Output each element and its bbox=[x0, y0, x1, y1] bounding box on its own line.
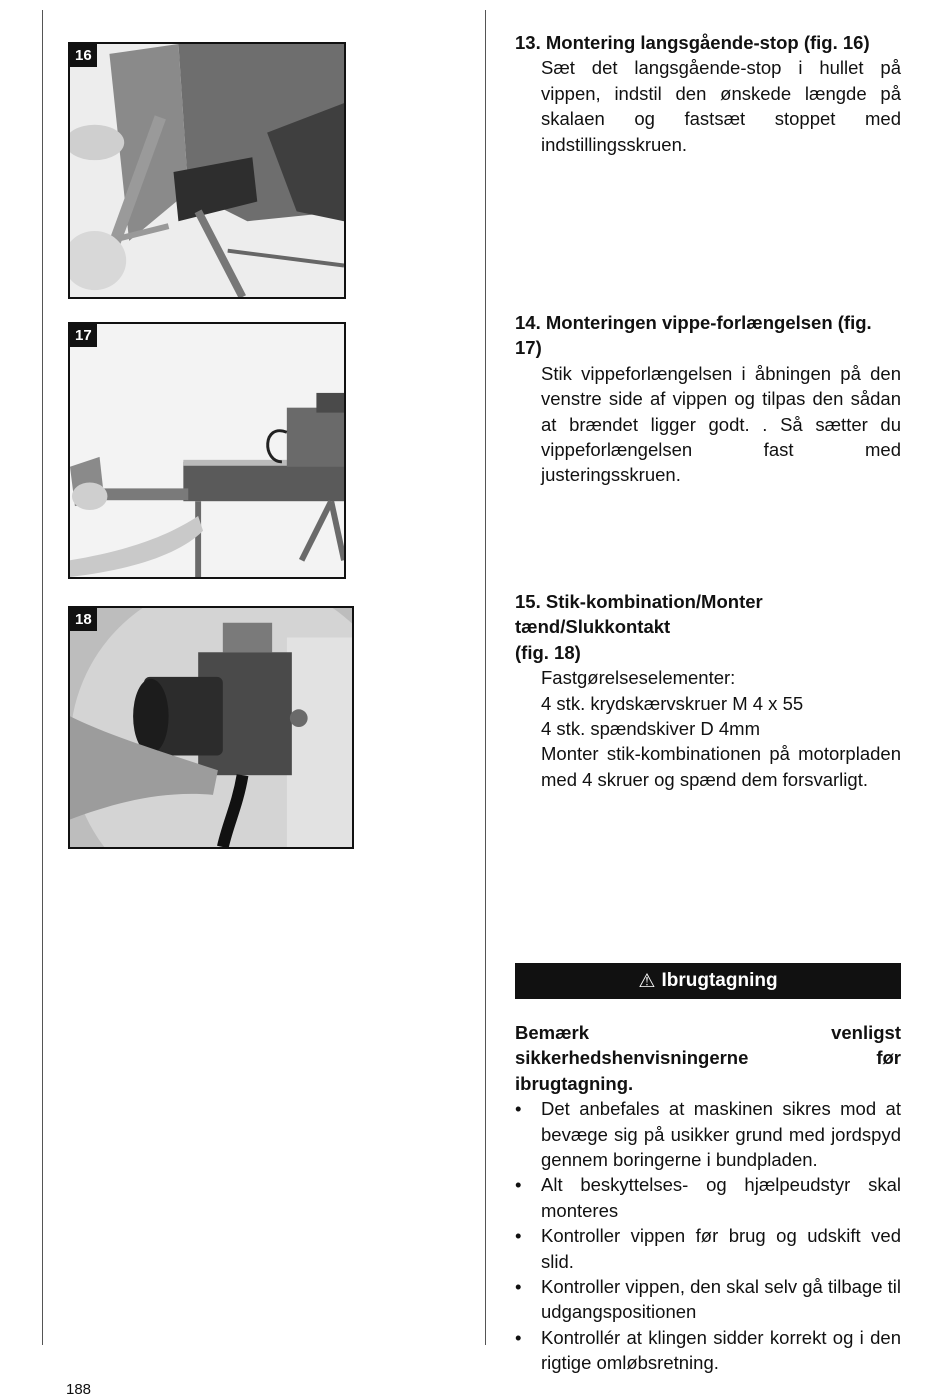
list-item bbox=[515, 1096, 901, 1172]
left-margin-rule bbox=[42, 10, 43, 1345]
figure-16 bbox=[68, 42, 346, 299]
section-banner bbox=[515, 963, 901, 999]
section-15-line: 4 stk. krydskærvskruer M 4 x 55 bbox=[541, 692, 804, 714]
figure-17-illustration bbox=[70, 324, 344, 577]
figure-18-label: 18 bbox=[70, 608, 97, 631]
usage-section bbox=[515, 1020, 901, 1376]
usage-list bbox=[515, 1096, 901, 1375]
figure-16-label: 16 bbox=[70, 44, 97, 67]
section-15-line: Fastgørelseselementer: bbox=[541, 667, 736, 689]
bullet-icon: • bbox=[515, 1326, 522, 1348]
list-item-text: Alt beskyttelses- og hjælpeudstyr skal monteres bbox=[541, 1174, 901, 1221]
section-13-body: Sæt det langsgående-stop i hullet på vippen, indstil den ønskede længde på skalaen og fastsæt stoppet med indstillingsskruen. bbox=[541, 57, 901, 155]
list-item bbox=[515, 1325, 901, 1376]
list-item-text: Kontrollér at klingen sidder korrekt og i den rigtige omløbsretning. bbox=[541, 1326, 901, 1374]
list-item bbox=[515, 1172, 901, 1223]
banner-title: Ibrugtagning bbox=[661, 970, 778, 991]
section-13 bbox=[515, 30, 901, 157]
list-item-text: Det anbefales at maskinen sikres mod at bevæge sig på usikker grund med jordspyd gennem boringerne i bundpladen. bbox=[541, 1098, 901, 1171]
section-14 bbox=[515, 310, 901, 488]
section-13-heading: 13. Montering langsgående-stop (fig. 16) bbox=[515, 32, 870, 53]
bullet-icon: • bbox=[515, 1174, 522, 1196]
section-15 bbox=[515, 589, 901, 792]
usage-intro: Bemærk venligst sikkerhedshenvisningerne før ibrugtagning. bbox=[515, 1022, 901, 1094]
warning-triangle-icon: ⚠ bbox=[638, 970, 656, 992]
list-item bbox=[515, 1274, 901, 1325]
section-15-heading-figref: (fig. 18) bbox=[515, 641, 581, 663]
page-number: 188 bbox=[66, 1381, 92, 1398]
section-15-line: Monter stik-kombinationen på motorpladen med 4 skruer og spænd dem forsvarligt. bbox=[541, 743, 901, 790]
figure-18 bbox=[68, 606, 354, 849]
figure-17 bbox=[68, 322, 346, 579]
column-divider-rule bbox=[485, 10, 486, 1345]
list-item-text: Kontroller vippen, den skal selv gå tilbage til udgangspositionen bbox=[541, 1276, 901, 1323]
bullet-icon: • bbox=[515, 1276, 522, 1298]
list-item-text: Kontroller vippen før brug og udskift ved slid. bbox=[541, 1225, 901, 1272]
section-15-body bbox=[515, 665, 901, 792]
section-14-body: Stik vippeforlængelsen i åbningen på den venstre side af vippen og tilpas den sådan at brændet ligger godt. . Så sætter du vippeforlængelsen fast med justeringsskruen. bbox=[541, 362, 901, 486]
list-item bbox=[515, 1223, 901, 1274]
bullet-icon: • bbox=[515, 1225, 522, 1247]
section-15-line: 4 stk. spændskiver D 4mm bbox=[541, 718, 760, 740]
section-14-heading: 14. Monteringen vippe-forlængelsen (fig. 17) bbox=[515, 312, 872, 359]
figure-17-label: 17 bbox=[70, 324, 97, 347]
figure-18-illustration bbox=[70, 608, 352, 847]
figure-16-illustration bbox=[70, 44, 344, 297]
bullet-icon: • bbox=[515, 1098, 522, 1120]
section-15-heading: 15. Stik-kombination/Monter tænd/Slukkontakt bbox=[515, 591, 763, 638]
